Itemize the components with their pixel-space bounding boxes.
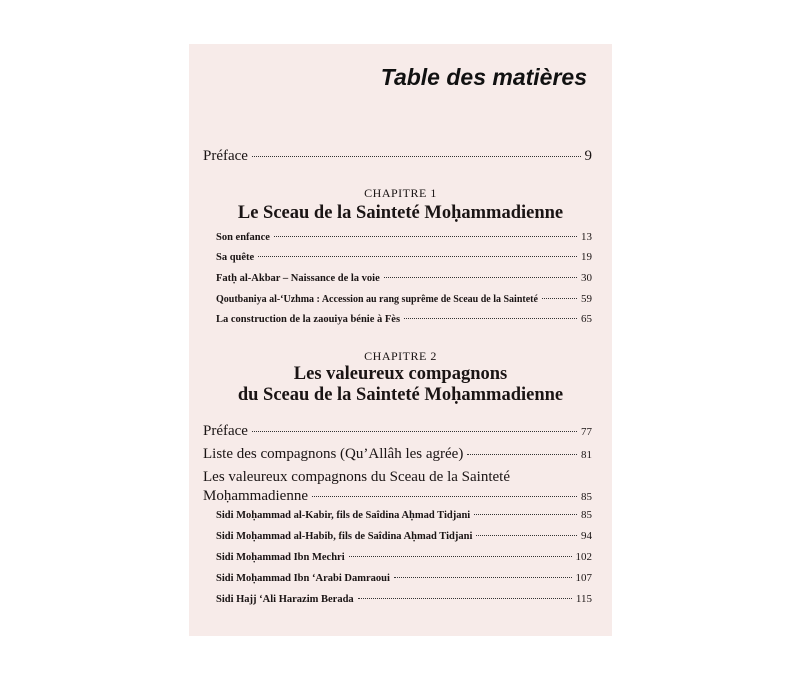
dot-leader [476,535,577,536]
dot-leader [404,318,577,319]
entry-page: 85 [581,509,592,521]
toc-entry [216,313,592,325]
toc-entry [216,509,592,521]
entry-label: Préface [203,148,248,164]
entry-page: 30 [581,272,592,284]
entry-label: Préface [203,423,248,439]
entry-page: 19 [581,251,592,263]
entry-page: 115 [575,593,592,605]
dot-leader [252,156,581,157]
entry-label: Sidi Moḥammad Ibn ‘Arabi Damraoui [216,573,390,584]
page-title: Table des matières [380,64,587,90]
toc-entry [216,593,592,605]
entry-label: La construction de la zaouiya bénie à Fès [216,314,401,325]
dot-leader [467,454,577,455]
toc-entry [216,293,592,305]
dot-leader [394,577,572,578]
chapter-2-title-line-2: du Sceau de la Sainteté Moḥammadienne [237,385,564,405]
book-page [189,44,612,636]
entry-page: 102 [575,551,592,563]
dot-leader [252,431,577,432]
chapter-1-title: Le Sceau de la Sainteté Moḥammadienne [237,203,564,223]
dot-leader [258,256,577,257]
entry-page: 65 [581,313,592,325]
entry-label: Son enfance [216,232,270,243]
entry-label: Sidi Hajj ‘Ali Harazim Berada [216,594,354,605]
toc-entry [203,488,592,505]
toc-entry [216,572,592,584]
entry-page: 85 [581,491,592,503]
entry-label-line-2: Moḥammadienne [203,488,308,504]
chapter-2-title-line-1: Les valeureux compagnons [293,364,508,384]
toc-entry [203,446,592,463]
dot-leader [474,514,577,515]
toc-entry-preface [203,148,592,165]
toc-entry [216,231,592,243]
dot-leader [274,236,577,237]
entry-page: 94 [581,530,592,542]
chapter-2-label: CHAPITRE 2 [364,349,437,363]
entry-page: 107 [575,572,592,584]
toc-entry [203,423,592,440]
dot-leader [358,598,572,599]
entry-page: 81 [581,449,592,461]
entry-label: Fatḥ al-Akbar – Naissance de la voie [216,273,380,284]
entry-label-line-1: Les valeureux compagnons du Sceau de la Sainteté [203,469,510,485]
toc-entry [216,530,592,542]
dot-leader [384,277,577,278]
toc-entry [216,272,592,284]
entry-label: Sa quête [216,252,255,263]
entry-page: 77 [581,426,592,438]
entry-page: 13 [581,231,592,243]
dot-leader [312,496,577,497]
entry-label: Sidi Moḥammad al-Kabir, fils de Saîdina Aḥmad Tidjani [216,510,471,521]
entry-label: Qoutbaniya al-‘Uzhma : Accession au rang suprême de Sceau de la Sainteté [216,294,538,305]
toc-entry [216,551,592,563]
toc-entry [216,251,592,263]
dot-leader [542,298,577,299]
entry-label: Sidi Moḥammad Ibn Mechri [216,552,345,563]
chapter-1-label: CHAPITRE 1 [364,186,437,200]
dot-leader [349,556,572,557]
entry-label: Sidi Moḥammad al-Habib, fils de Saîdina Aḥmad Tidjani [216,531,473,542]
entry-label: Liste des compagnons (Qu’Allâh les agrée) [203,446,464,462]
entry-page: 59 [581,293,592,305]
entry-page: 9 [584,148,592,164]
